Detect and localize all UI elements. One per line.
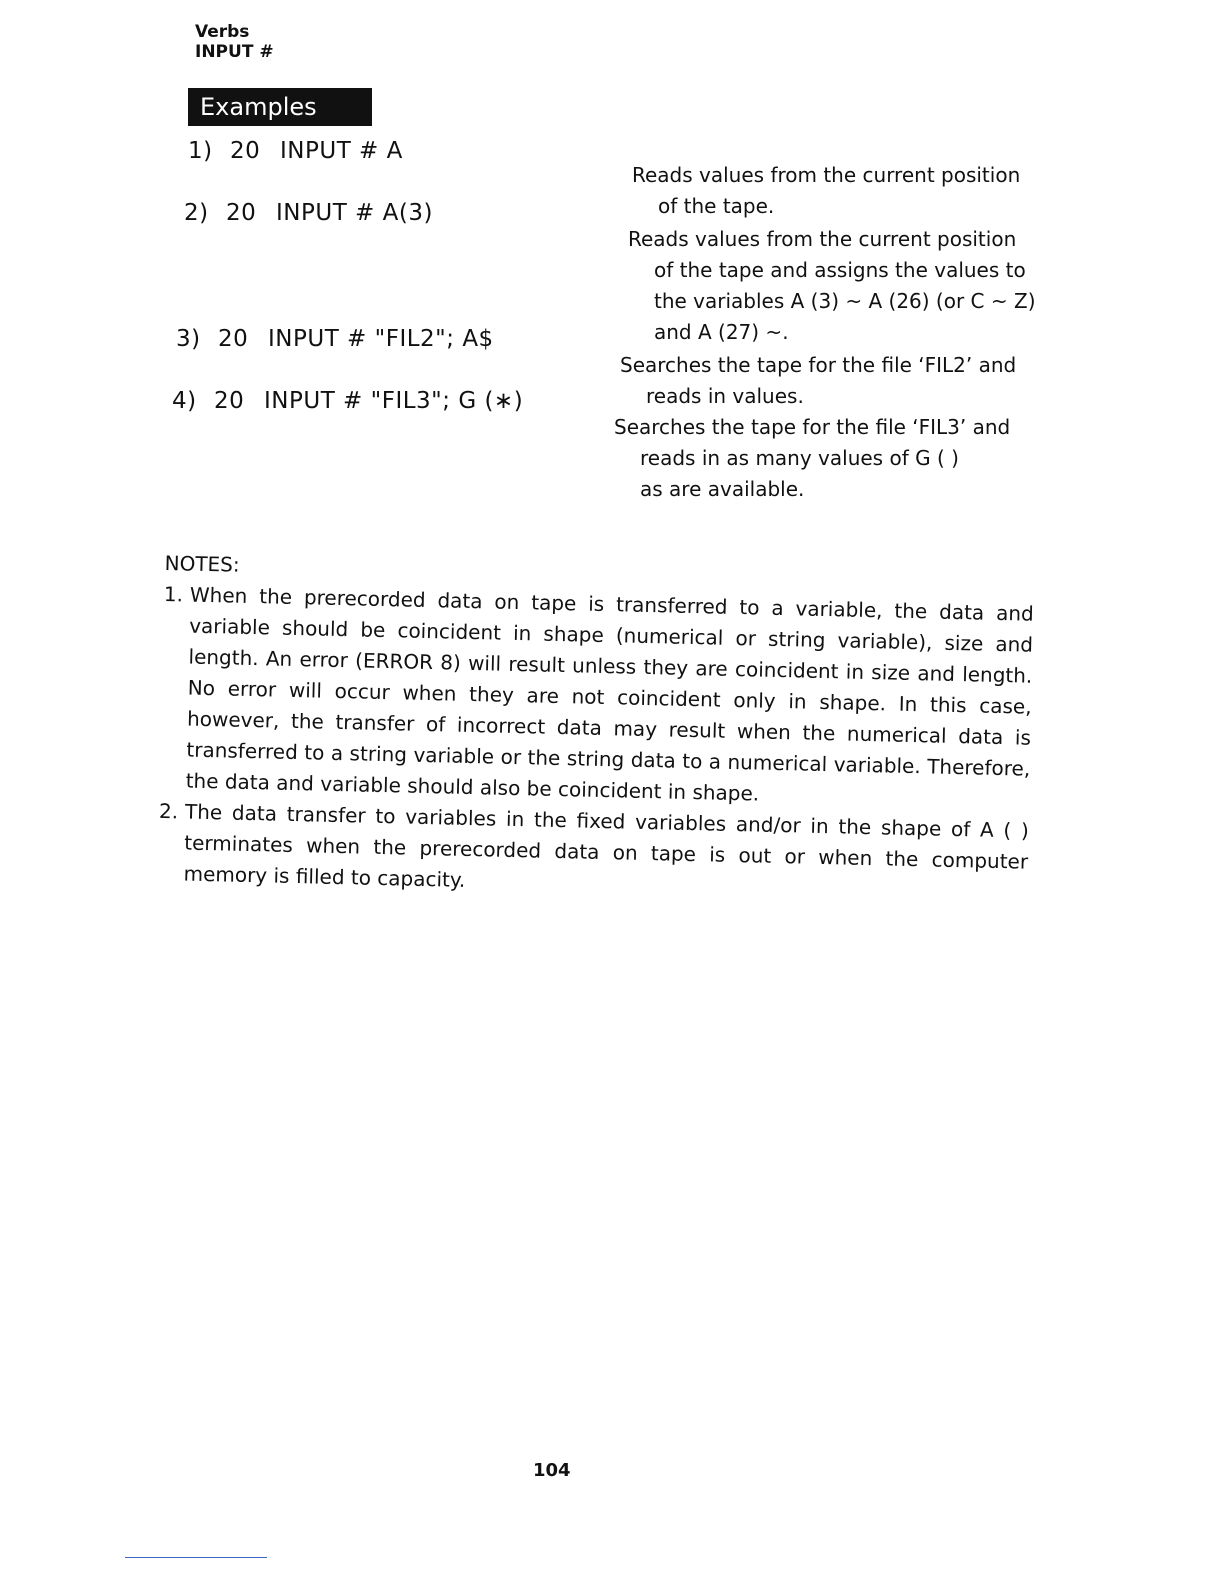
- example-number: 4): [172, 388, 197, 414]
- example-number: 3): [176, 326, 201, 352]
- example-2-description: [628, 224, 1068, 348]
- page-number: 104: [533, 1460, 571, 1481]
- example-2: [184, 200, 433, 226]
- statement: INPUT # A(3): [276, 200, 433, 226]
- statement: INPUT # "FIL2"; A$: [268, 326, 494, 352]
- description-line: the variables A (3) ~ A (26) (or C ~ Z): [654, 289, 1036, 313]
- statement: INPUT # A: [280, 138, 403, 164]
- description-line: reads in as many values of G ( ): [640, 446, 959, 470]
- line-number: 20: [226, 200, 257, 226]
- example-4: [172, 388, 523, 414]
- example-4-description: [614, 412, 1054, 505]
- example-number: 1): [188, 138, 213, 164]
- statement: INPUT # "FIL3"; G (∗): [264, 388, 524, 414]
- description-line: of the tape.: [658, 194, 775, 218]
- example-3: [176, 326, 494, 352]
- verb-label: INPUT #: [195, 42, 274, 62]
- note-item: [157, 796, 1029, 909]
- description-line: and A (27) ~.: [654, 320, 789, 344]
- note-text: When the prerecorded data on tape is transferred to a variable, the data and variable should be coincident in shape (numerical or string variable), size and length. An error (ERROR 8) will result unless they are coincident in size and length. No error will occur when they are not coincident only in shape. In this case, however, the transfer of incorrect data may result when the numerical data is transferred to a string variable or the string data to a numerical variable. Therefore, the data and variable should also be coincident in shape.: [185, 582, 1035, 806]
- line-number: 20: [218, 326, 249, 352]
- page-header: [195, 22, 274, 62]
- footer-rule: [125, 1557, 267, 1558]
- description-line: Searches the tape for the file ‘FIL3’ and: [614, 415, 1011, 439]
- description-line: reads in values.: [646, 384, 804, 408]
- note-number: 2.: [158, 798, 179, 824]
- description-line: Reads values from the current position: [628, 227, 1017, 251]
- line-number: 20: [230, 138, 261, 164]
- examples-banner: Examples: [188, 88, 372, 126]
- description-line: of the tape and assigns the values to: [654, 258, 1026, 282]
- note-item: [159, 579, 1034, 816]
- line-number: 20: [214, 388, 245, 414]
- example-1-description: [632, 160, 1072, 222]
- section-label: Verbs: [195, 22, 250, 42]
- description-line: Reads values from the current position: [632, 163, 1021, 187]
- example-number: 2): [184, 200, 209, 226]
- description-line: Searches the tape for the file ‘FIL2’ and: [620, 353, 1017, 377]
- notes-section: [157, 548, 1035, 909]
- example-3-description: [620, 350, 1060, 412]
- notes-title: NOTES:: [164, 550, 240, 577]
- note-number: 1.: [163, 581, 184, 607]
- description-line: as are available.: [640, 477, 805, 501]
- example-1: [188, 138, 403, 164]
- note-text: The data transfer to variables in the fixed variables and/or in the shape of A ( ) terminates when the prerecorded data on tape is out or when the computer memory is filled to capacity.: [183, 799, 1030, 892]
